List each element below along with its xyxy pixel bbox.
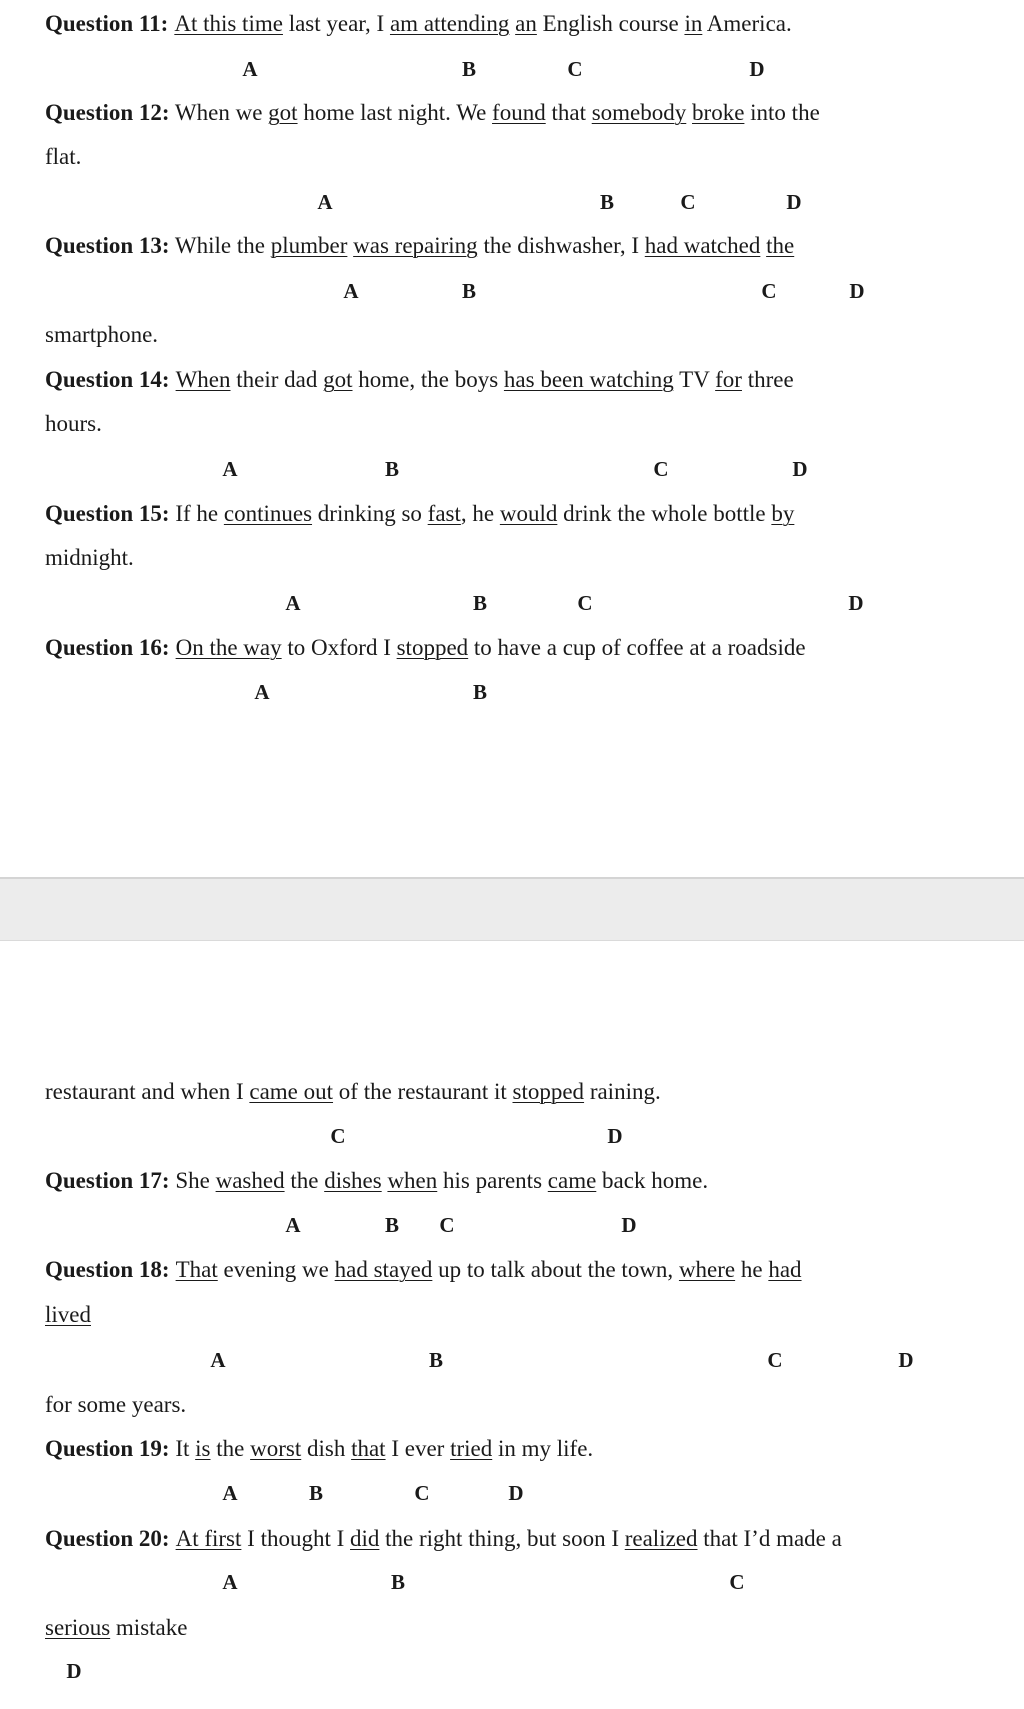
q20-letter-d: D xyxy=(66,1659,82,1683)
q11-letter-a: A xyxy=(242,57,258,81)
q12-option-b-text: found xyxy=(492,100,546,125)
q13-letter-d: D xyxy=(849,279,865,303)
q17-letter-a: A xyxy=(285,1213,301,1237)
q14-letter-c: C xyxy=(653,457,669,481)
q11-option-b-text: am attending xyxy=(389,11,510,36)
q17-option-c-text: when xyxy=(387,1168,438,1193)
question-20-text: Question 20: At first I thought I did the right thing, but soon I realized that I’d made a xyxy=(45,1526,842,1551)
q15-letter-b: B xyxy=(472,591,488,615)
q16-letter-a: A xyxy=(254,680,270,704)
q17-letter-c: C xyxy=(439,1213,455,1237)
q17-option-b-text: dishes xyxy=(324,1168,382,1193)
q17-option-a-text: washed xyxy=(215,1168,285,1193)
question-12-label: Question 12: xyxy=(45,100,170,125)
q17-option-d-text: came xyxy=(547,1168,597,1193)
page-edge-shadow xyxy=(0,877,1024,879)
q15-option-d-text: by xyxy=(771,501,795,526)
q18-letter-a: A xyxy=(210,1348,226,1372)
question-16-continuation: restaurant and when I came out of the restaurant it stopped raining. xyxy=(45,1079,661,1104)
q16-letter-d: D xyxy=(607,1124,623,1148)
question-17-label: Question 17: xyxy=(45,1168,170,1193)
q19-letter-c: C xyxy=(414,1481,430,1505)
question-13-continuation: smartphone. xyxy=(45,322,159,347)
q20-letter-b: B xyxy=(390,1570,406,1594)
q15-option-c-text: would xyxy=(499,501,558,526)
question-12-text: Question 12: When we got home last night. We found that somebody broke into the xyxy=(45,100,820,125)
q19-letter-d: D xyxy=(508,1481,524,1505)
q19-letter-b: B xyxy=(308,1481,324,1505)
question-14-text: Question 14: When their dad got home, the boys has been watching TV for three xyxy=(45,367,794,392)
q11-letter-d: D xyxy=(749,57,765,81)
question-20-continuation: serious mistake xyxy=(45,1615,188,1640)
q16-option-c-text: came out xyxy=(249,1079,334,1104)
q11-option-d-text: in xyxy=(684,11,703,36)
q14-option-a-text: When xyxy=(175,367,231,392)
q19-option-a-text: is xyxy=(195,1436,211,1461)
q15-option-a-text: continues xyxy=(223,501,313,526)
q12-option-c-text: somebody xyxy=(591,100,687,125)
q18-option-a-text: That xyxy=(175,1257,218,1282)
question-16-label: Question 16: xyxy=(45,635,170,660)
q16-option-a-text: On the way xyxy=(175,635,282,660)
q12-letter-c: C xyxy=(680,190,696,214)
q16-option-b-text: stopped xyxy=(396,635,469,660)
q20-letter-a: A xyxy=(222,1570,238,1594)
q14-letter-a: A xyxy=(222,457,238,481)
q14-letter-b: B xyxy=(384,457,400,481)
q19-option-c-text: that xyxy=(351,1436,386,1461)
question-12-continuation: flat. xyxy=(45,144,82,169)
question-18-text: Question 18: That evening we had stayed up to talk about the town, where he had xyxy=(45,1257,802,1282)
question-11-label: Question 11: xyxy=(45,11,169,36)
q18-option-c-text: where xyxy=(678,1257,736,1282)
q20-option-d-text: serious xyxy=(45,1615,111,1640)
question-13-label: Question 13: xyxy=(45,233,170,258)
q12-letter-b: B xyxy=(599,190,615,214)
q12-option-a-text: got xyxy=(268,100,298,125)
q12-letter-a: A xyxy=(317,190,333,214)
q16-option-d-text: stopped xyxy=(512,1079,585,1104)
question-15-continuation: midnight. xyxy=(45,545,134,570)
q11-option-c-text: an xyxy=(515,11,537,36)
q19-option-b-text: worst xyxy=(250,1436,302,1461)
q16-letter-c: C xyxy=(330,1124,346,1148)
page-break-separator xyxy=(0,877,1024,941)
question-15-label: Question 15: xyxy=(45,501,170,526)
question-14-label: Question 14: xyxy=(45,367,170,392)
q20-option-b-text: did xyxy=(350,1526,380,1551)
question-18-label: Question 18: xyxy=(45,1257,170,1282)
q13-option-d-text: the xyxy=(766,233,795,258)
question-16-text: Question 16: On the way to Oxford I stopped to have a cup of coffee at a roadside xyxy=(45,635,806,660)
question-17-text: Question 17: She washed the dishes when his parents came back home. xyxy=(45,1168,709,1193)
q13-option-b-text: was repairing xyxy=(353,233,478,258)
q11-letter-b: B xyxy=(461,57,477,81)
q19-option-d-text: tried xyxy=(450,1436,493,1461)
q18-letter-b: B xyxy=(428,1348,444,1372)
q20-option-c-text: realized xyxy=(624,1526,698,1551)
q18-letter-d: D xyxy=(898,1348,914,1372)
question-20-label: Question 20: xyxy=(45,1526,170,1551)
q18-letter-c: C xyxy=(767,1348,783,1372)
question-15-text: Question 15: If he continues drinking so fast, he would drink the whole bottle by xyxy=(45,501,795,526)
q18-option-d-text: had xyxy=(768,1257,802,1282)
q13-option-a-text: plumber xyxy=(270,233,348,258)
q14-option-c-text: has been watching xyxy=(503,367,674,392)
question-19-label: Question 19: xyxy=(45,1436,170,1461)
worksheet-page-bottom xyxy=(0,941,1024,1709)
q14-option-d-text: for xyxy=(715,367,742,392)
q15-letter-a: A xyxy=(285,591,301,615)
question-14-continuation: hours. xyxy=(45,411,102,436)
q11-option-a-text: At this time xyxy=(174,11,283,36)
q13-letter-a: A xyxy=(343,279,359,303)
question-18-continuation: lived xyxy=(45,1302,91,1327)
q20-letter-c: C xyxy=(729,1570,745,1594)
q19-letter-a: A xyxy=(222,1481,238,1505)
q13-letter-b: B xyxy=(461,279,477,303)
q15-letter-d: D xyxy=(848,591,864,615)
q17-letter-b: B xyxy=(384,1213,400,1237)
q15-letter-c: C xyxy=(577,591,593,615)
q15-option-b-text: fast xyxy=(427,501,461,526)
q13-option-c-text: had watched xyxy=(644,233,761,258)
q12-option-d-text: broke xyxy=(692,100,745,125)
q12-letter-d: D xyxy=(786,190,802,214)
q11-letter-c: C xyxy=(567,57,583,81)
q18-option-b-text: had stayed xyxy=(334,1257,433,1282)
q13-letter-c: C xyxy=(761,279,777,303)
question-19-text: Question 19: It is the worst dish that I ever tried in my life. xyxy=(45,1436,594,1461)
question-13-text: Question 13: While the plumber was repairing the dishwasher, I had watched the xyxy=(45,233,795,258)
question-18-continuation-2: for some years. xyxy=(45,1392,187,1417)
q20-option-a-text: At first xyxy=(175,1526,242,1551)
q14-option-b-text: got xyxy=(323,367,353,392)
q17-letter-d: D xyxy=(621,1213,637,1237)
question-11-text: Question 11: At this time last year, I am attending an English course in America. xyxy=(45,11,792,36)
q14-letter-d: D xyxy=(792,457,808,481)
q16-letter-b: B xyxy=(472,680,488,704)
